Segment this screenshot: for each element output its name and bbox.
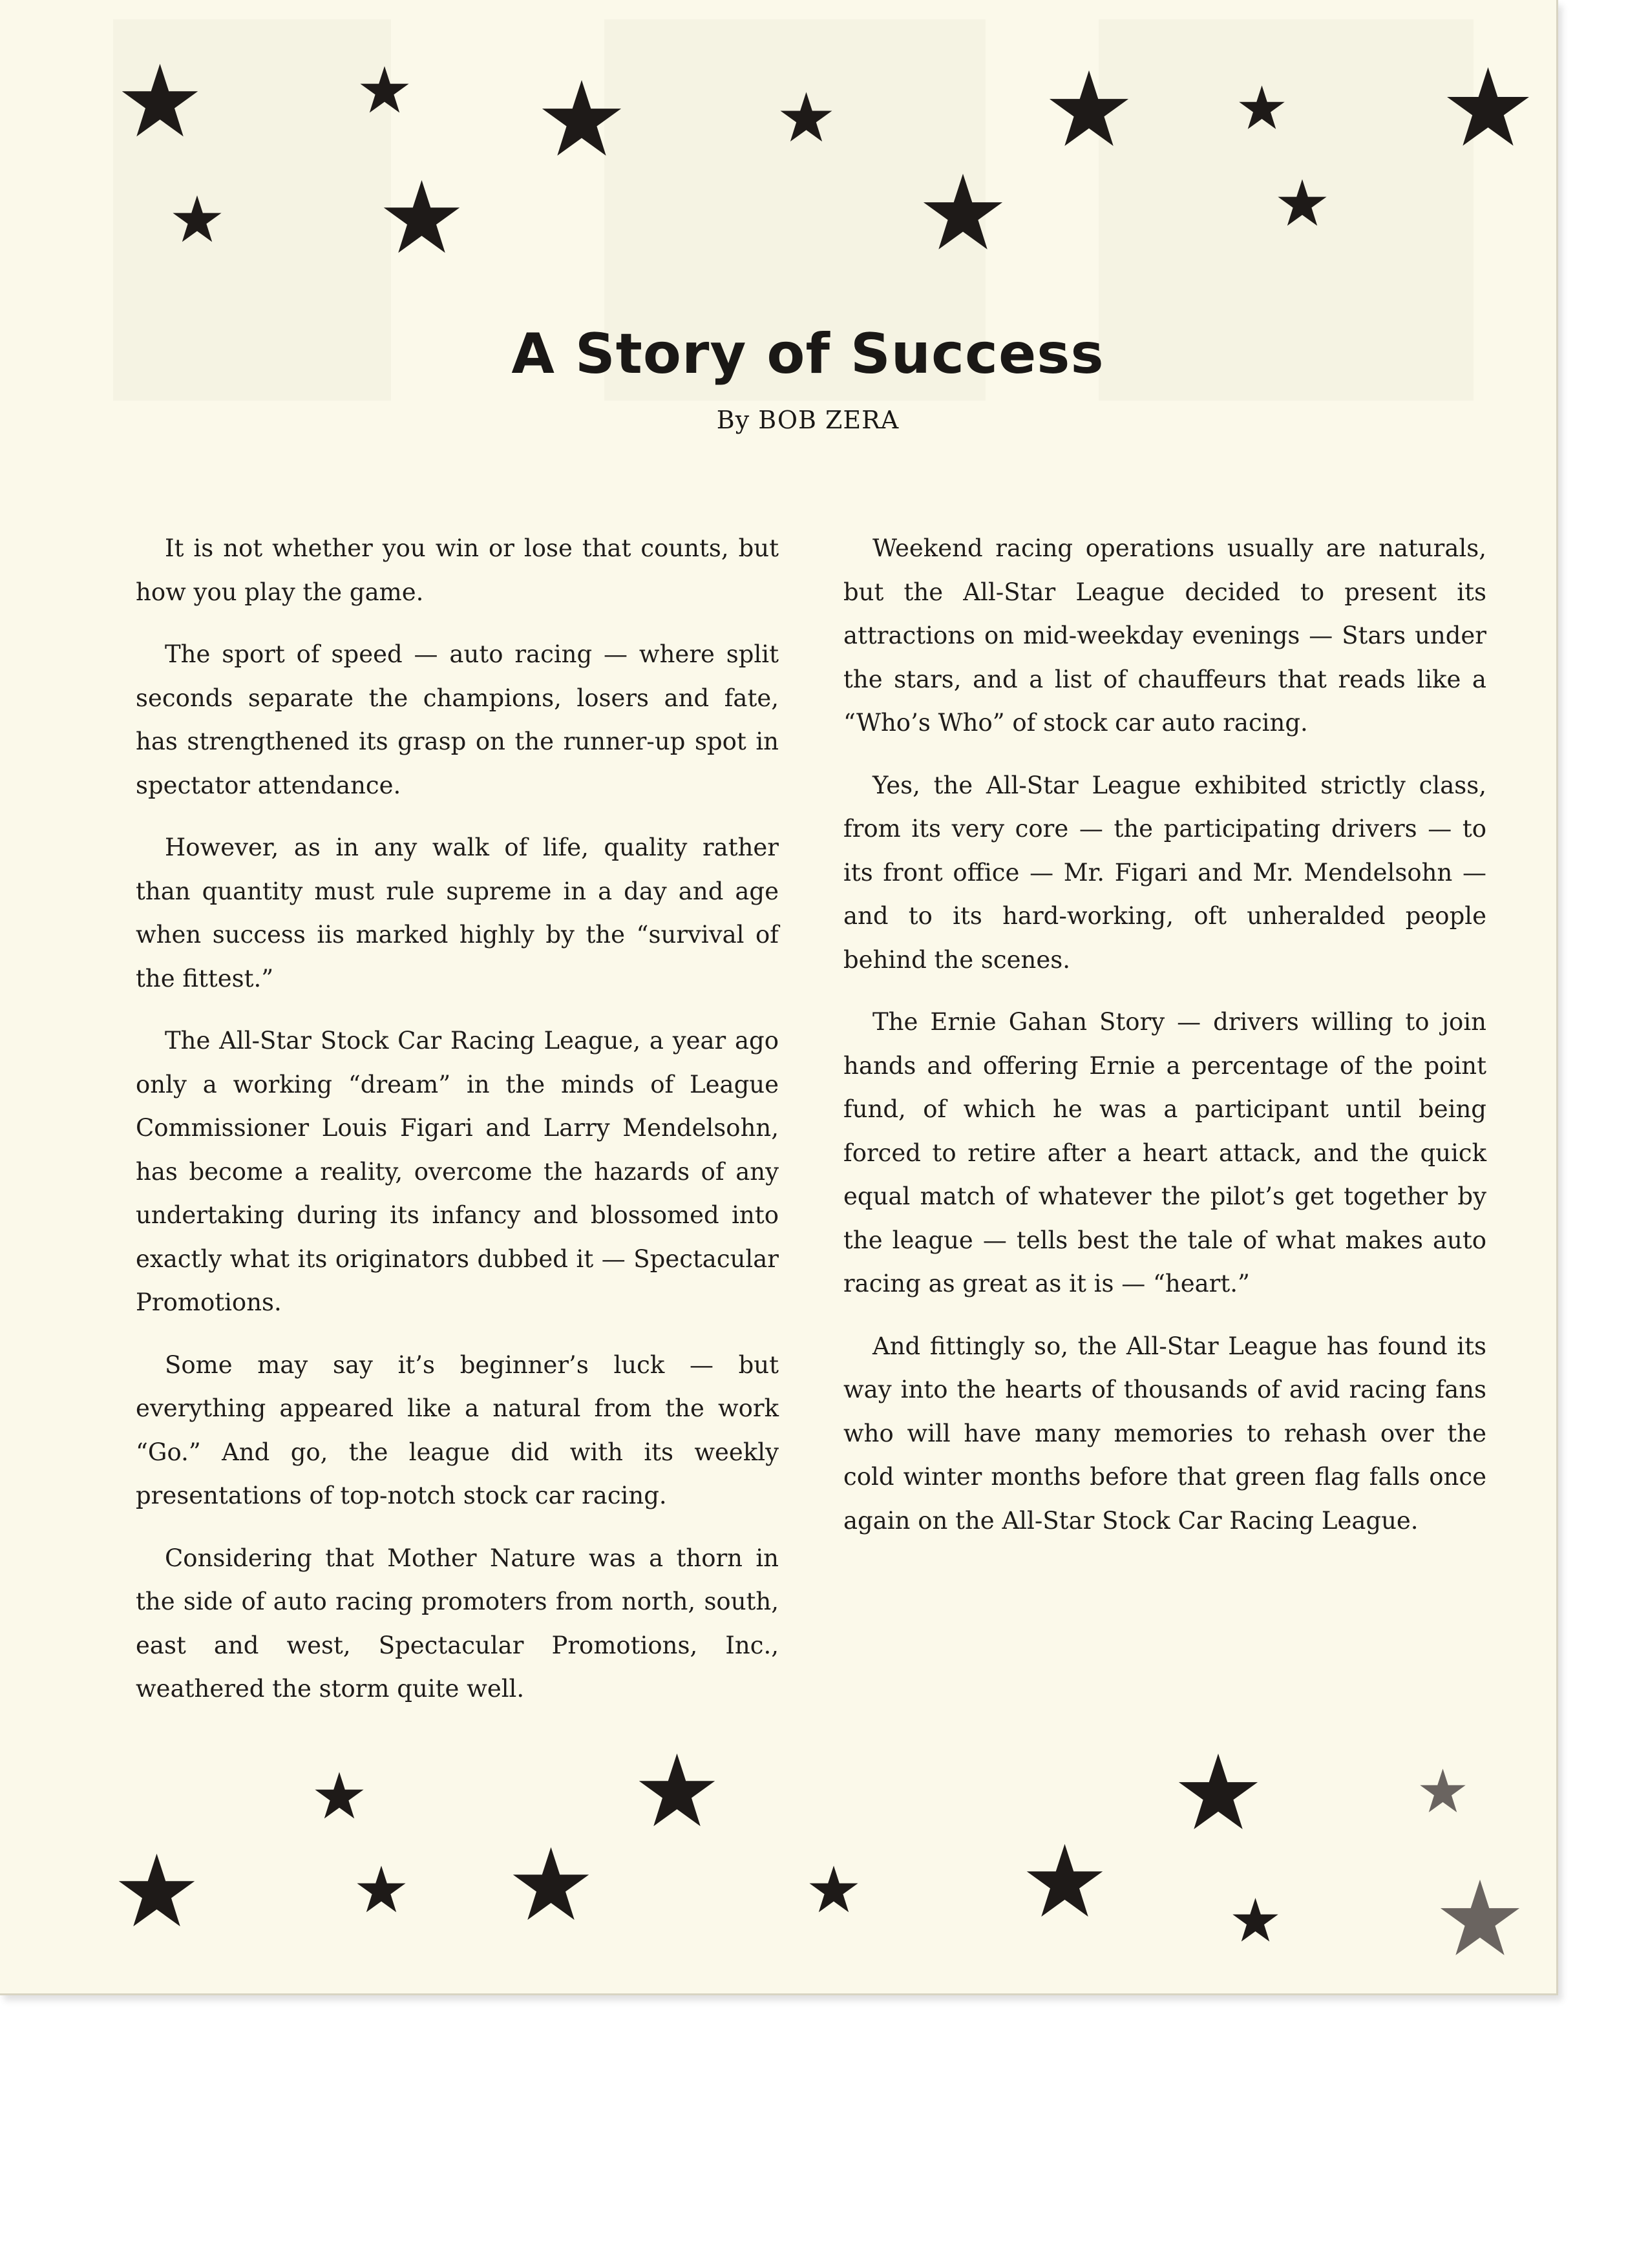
paragraph: Yes, the All-Star League exhibited strictly class, from its very core — the participating drivers — to its front office — Mr. Figari and Mr. Mendelsohn — and to its hard-working, oft unheralded people behind the scenes.: [843, 771, 1486, 974]
star-icon: [1444, 65, 1532, 152]
star-icon: [808, 1864, 860, 1916]
star-icon: [1024, 1842, 1105, 1922]
paragraph: And fittingly so, the All-Star League has found its way into the hearts of thousands of avid racing fans who will have many memories to rehash over the cold winter months before that green flag falls once again on the All-Star Stock Car Racing League.: [843, 1332, 1486, 1535]
star-icon: [540, 78, 624, 162]
paragraph: Weekend racing operations usually are naturals, but the All-Star League decided to present its attractions on mid-weekday evenings — Stars under the stars, and a list of chauffeurs that reads like a “Who’s Who” of stock car auto racing.: [843, 534, 1486, 737]
star-icon: [313, 1770, 365, 1822]
paragraph: The All-Star Stock Car Racing League, a year ago only a working “dream” in the minds of League Commissioner Louis Figari and Larry Mendelsohn, has become a reality, overcome the hazards of any undertaking during its infancy and blossomed into exactly what its originators dubbed it — Spectacular Promotions.: [136, 1027, 779, 1316]
article-column-left: [136, 527, 779, 1730]
star-icon: [1047, 68, 1131, 152]
paragraph: Some may say it’s beginner’s luck — but everything appeared like a natural from the work “Go.” And go, the league did with its weekly presentations of top-notch stock car racing.: [136, 1350, 779, 1509]
star-icon: [637, 1751, 717, 1832]
star-icon: [359, 65, 410, 116]
star-icon: [120, 61, 200, 142]
star-icon: [511, 1845, 591, 1926]
paragraph: The Ernie Gahan Story — drivers willing to join hands and offering Ernie a percentage of the point fund, of which he was a participant until being forced to retire after a heart attack, and the quick equal match of whatever the pilot’s get together by the league — tells best the tale of what makes auto racing as great as it is — “heart.”: [843, 1008, 1486, 1297]
star-icon: [1176, 1751, 1260, 1835]
star-icon: [1438, 1877, 1522, 1961]
star-icon: [1276, 178, 1328, 229]
article-column-right: [843, 527, 1486, 1561]
star-icon: [116, 1851, 197, 1932]
star-icon: [1231, 1896, 1280, 1945]
star-icon: [1238, 84, 1286, 132]
paragraph: It is not whether you win or lose that counts, but how you play the game.: [136, 534, 779, 606]
star-icon: [171, 194, 223, 246]
article-title: A Story of Success: [511, 321, 1104, 386]
paragraph: However, as in any walk of life, quality rather than quantity must rule supreme in a day and age when success iis marked highly by the “survival of the fittest.”: [136, 834, 779, 992]
star-icon: [779, 90, 834, 145]
star-icon: [381, 178, 462, 258]
paragraph: Considering that Mother Nature was a thorn in the side of auto racing promoters from north, south, east and west, Spectacular Promotions, Inc., weathered the storm quite well.: [136, 1544, 779, 1703]
paragraph: The sport of speed — auto racing — where split seconds separate the champions, losers and fate, has strengthened its grasp on the runner-up spot in spectator attendance.: [136, 640, 779, 799]
star-icon: [921, 171, 1005, 255]
star-icon: [1419, 1767, 1467, 1816]
star-icon: [355, 1864, 407, 1916]
article-byline: By BOB ZERA: [716, 406, 900, 434]
